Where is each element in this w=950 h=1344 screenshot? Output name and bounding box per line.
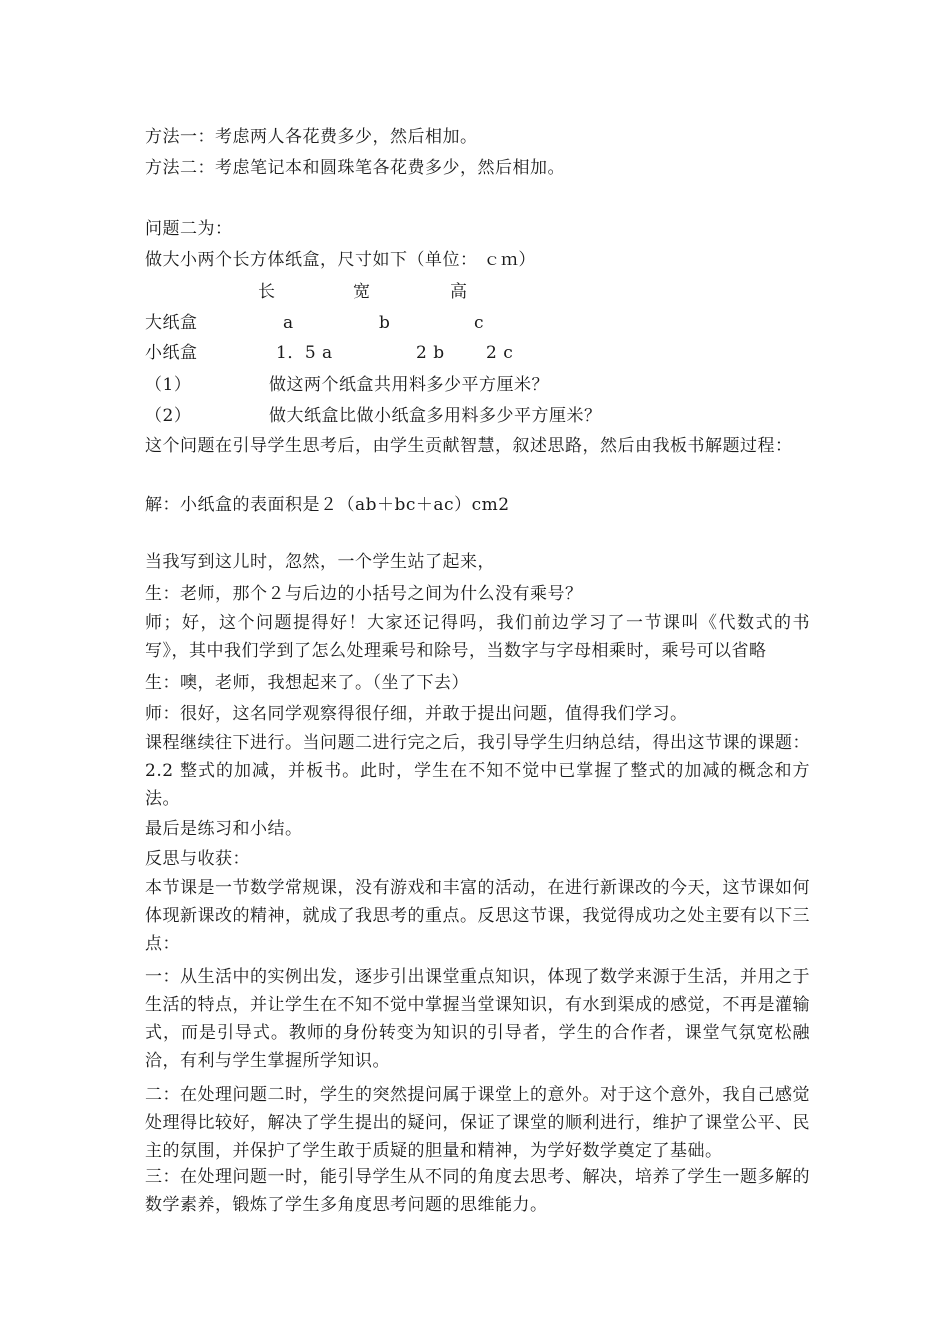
method-one-text: 方法一：考虑两人各花费多少，然后相加。: [145, 127, 478, 147]
table-header-width: 宽: [353, 282, 371, 302]
table-cell: 2 c: [486, 343, 514, 363]
table-row-label: 小纸盒: [145, 343, 198, 363]
table-cell: 2 b: [416, 343, 445, 363]
student-question: 生：老师，那个２与后边的小括号之间为什么没有乘号？: [145, 584, 583, 604]
teacher-praise: 师：很好，这名同学观察得很仔细，并敢于提出问题，值得我们学习。: [145, 704, 688, 724]
story-line: 当我写到这儿时，忽然，一个学生站了起来，: [145, 552, 495, 572]
sub-question-text: 做这两个纸盒共用料多少平方厘米？: [269, 375, 549, 395]
reflection-point-one: 一：从生活中的实例出发，逐步引出课堂重点知识，体现了数学来源于生活，并用之于生活的特点，并让学生在不知不觉中掌握当堂课知识，有水到渠成的感觉，不再是灌输式，而是引导式。教师的身份转变为知识的引导者，学生的合作者，课堂气氛宽松融洽，有利与学生掌握所学知识。: [145, 967, 810, 1071]
table-header-height: 高: [450, 282, 468, 302]
reflection-heading: 反思与收获：: [145, 849, 250, 869]
reflection-intro: 本节课是一节数学常规课，没有游戏和丰富的活动，在进行新课改的今天，这节课如何体现新课改的精神，就成了我思考的重点。反思这节课，我觉得成功之处主要有以下三点：: [145, 878, 810, 954]
course-continuation: 课程继续往下进行。当问题二进行完之后，我引导学生归纳总结，得出这节课的课题：2.2 整式的加减，并板书。此时，学生在不知不觉中已掌握了整式的加减的概念和方法。: [145, 733, 810, 809]
table-cell: b: [379, 313, 391, 333]
table-cell: 1．5 a: [276, 343, 333, 363]
teacher-answer: 师；好，这个问题提得好！大家还记得吗，我们前边学习了一节课叫《代数式的书写》，其中我们学到了怎么处理乘号和除号，当数字与字母相乘时，乘号可以省略: [145, 613, 810, 661]
student-response: 生：噢，老师，我想起来了。（坐了下去）: [145, 673, 469, 693]
table-header-length: 长: [258, 282, 276, 302]
table-row-label: 大纸盒: [145, 313, 198, 333]
sub-question-text: 做大纸盒比做小纸盒多用料多少平方厘米？: [269, 406, 602, 426]
reflection-point-three: 三：在处理问题一时，能引导学生从不同的角度去思考、解决，培养了学生一题多解的数学素养，锻炼了学生多角度思考问题的思维能力。: [145, 1167, 810, 1215]
closing-line: 最后是练习和小结。: [145, 819, 303, 839]
solution-line: 解：小纸盒的表面积是２（ab＋bc＋ac）cm2: [145, 495, 510, 515]
problem-two-heading: 问题二为：: [145, 219, 233, 239]
sub-question-number: （1）: [145, 375, 192, 395]
sub-question-number: （2）: [145, 406, 192, 426]
guidance-paragraph: 这个问题在引导学生思考后，由学生贡献智慧，叙述思路，然后由我板书解题过程：: [145, 436, 793, 456]
method-two-text: 方法二：考虑笔记本和圆珠笔各花费多少，然后相加。: [145, 158, 565, 178]
table-cell: a: [283, 313, 294, 333]
reflection-point-two: 二：在处理问题二时，学生的突然提问属于课堂上的意外。对于这个意外，我自己感觉处理得比较好，解决了学生提出的疑问，保证了课堂的顺利进行，维护了课堂公平、民主的氛围，并保护了学生敢于质疑的胆量和精神，为学好数学奠定了基础。: [145, 1085, 810, 1161]
table-cell: c: [474, 313, 485, 333]
problem-two-intro: 做大小两个长方体纸盒，尺寸如下（单位： ｃｍ）: [145, 250, 536, 270]
